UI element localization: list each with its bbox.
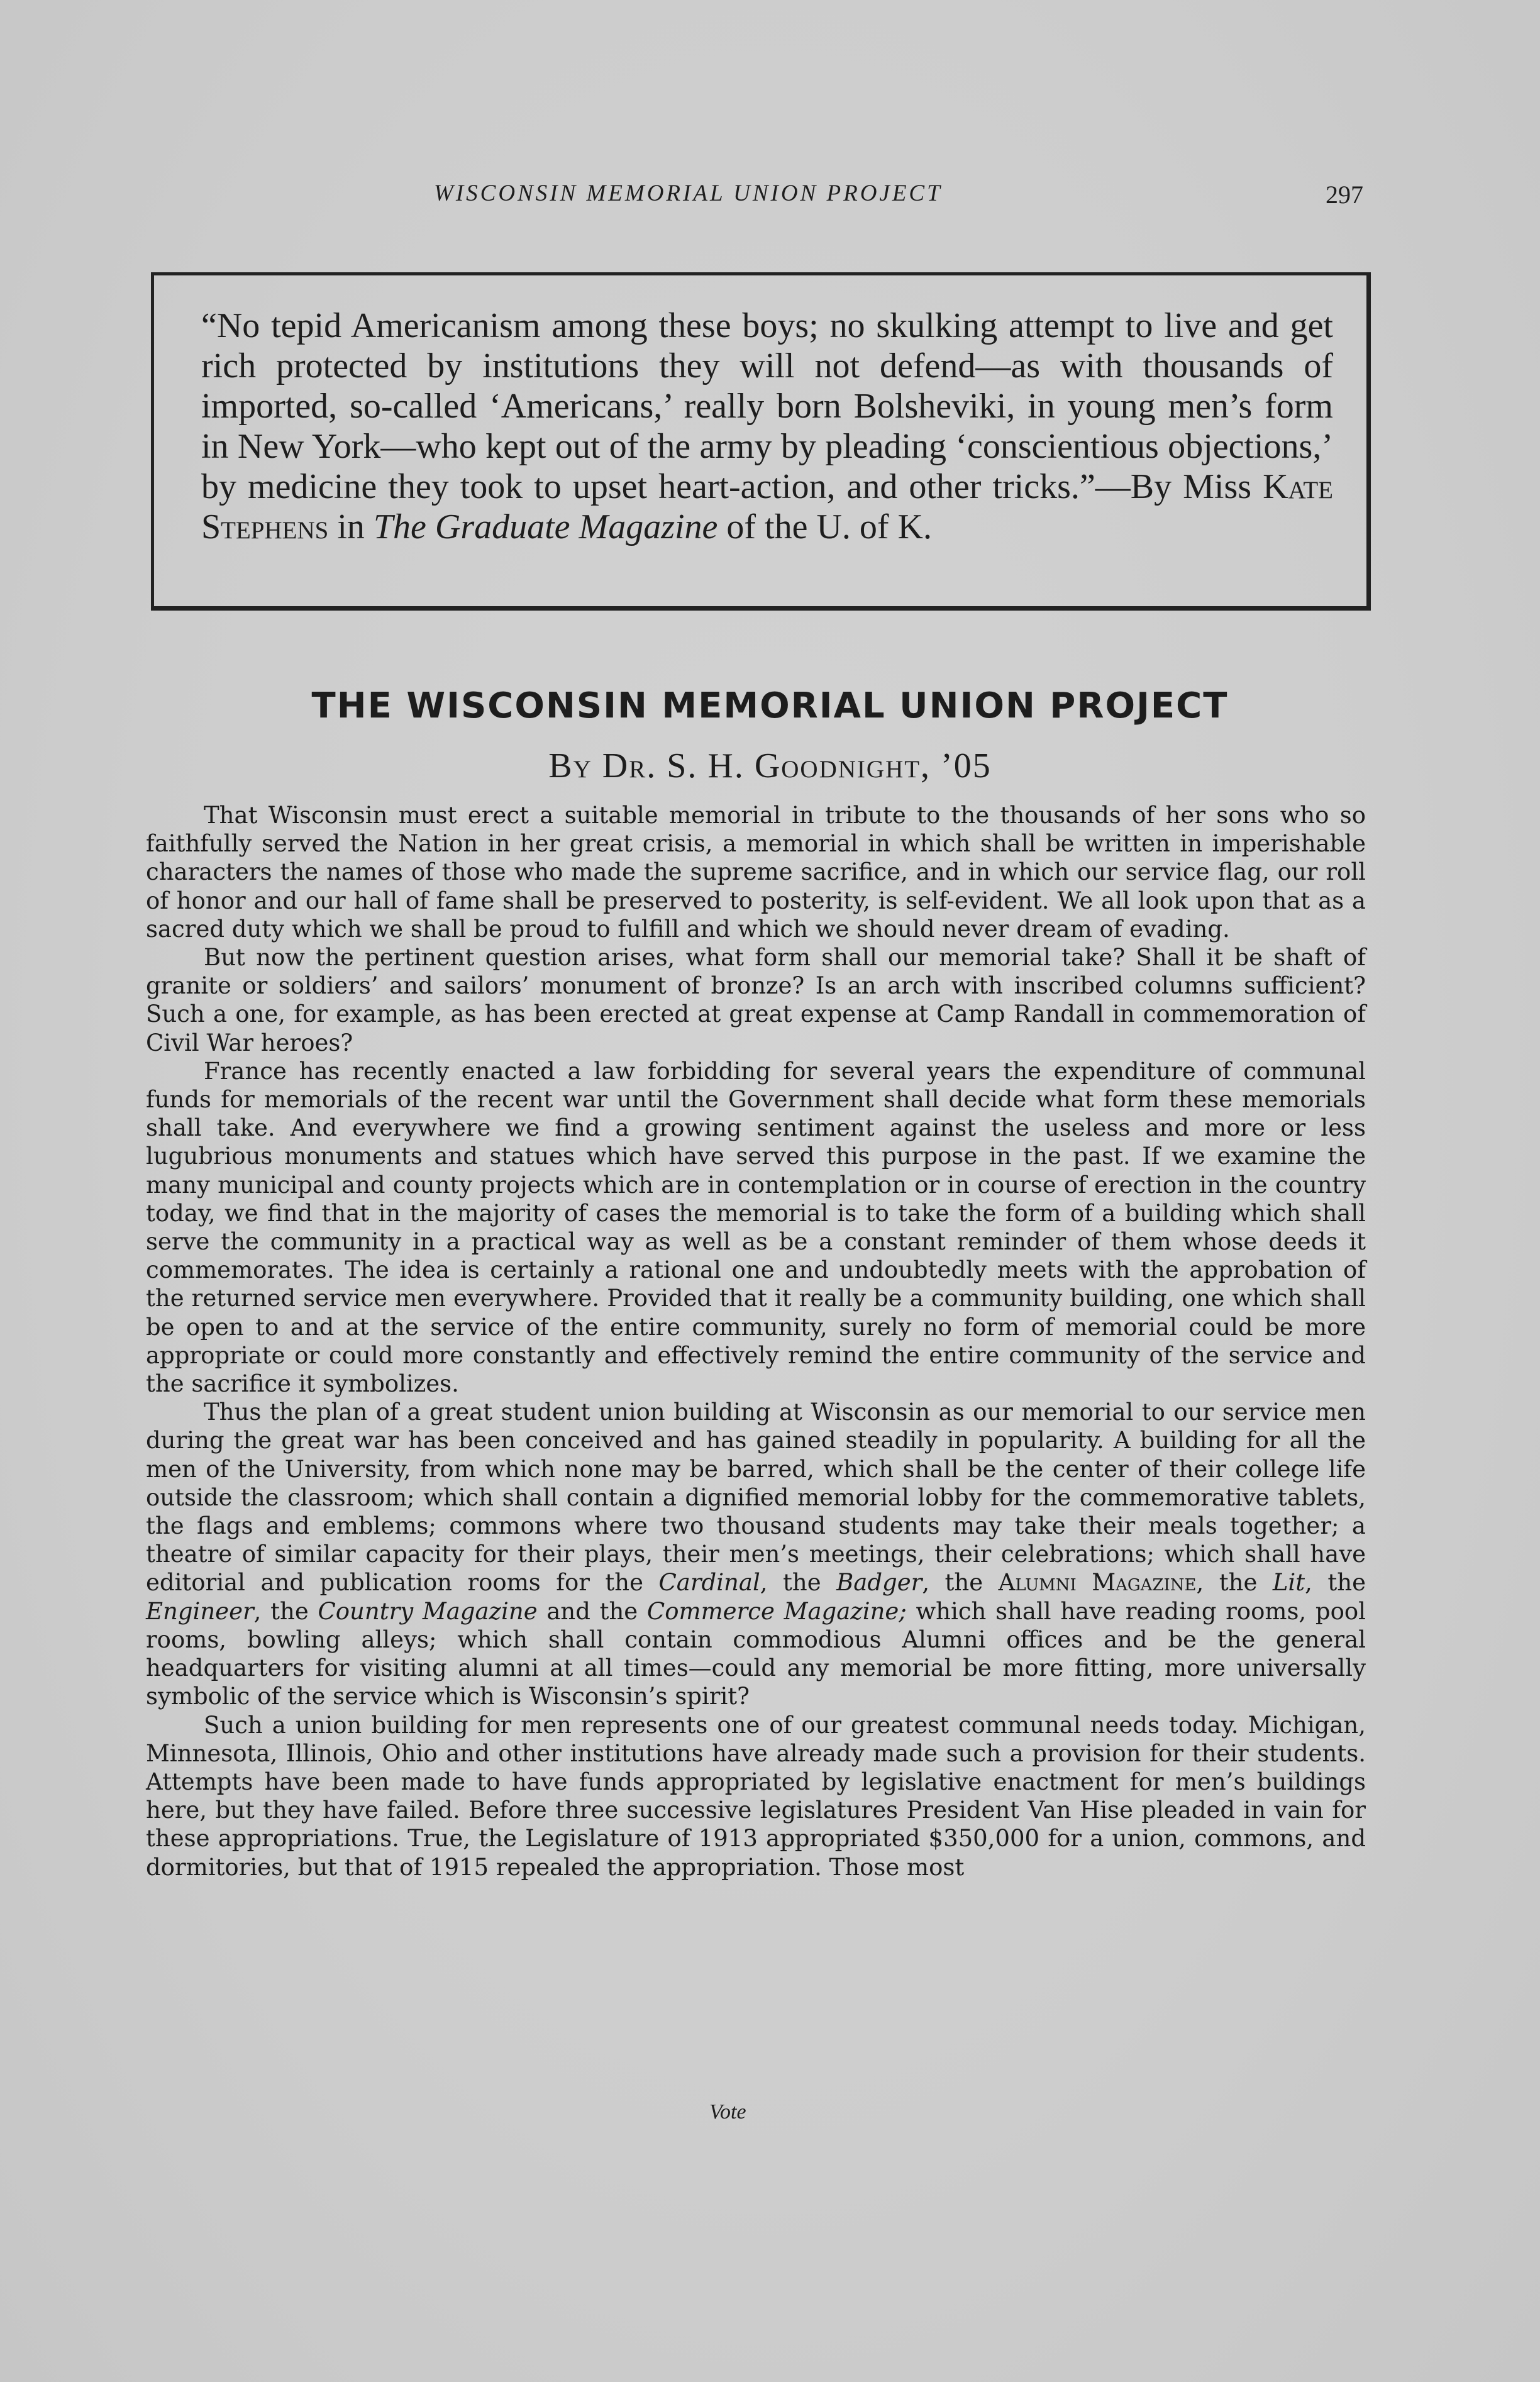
publication-lit: Lit [1272, 1569, 1305, 1597]
publication-alumni-magazine: Alumni Magazine [998, 1569, 1197, 1597]
quote-text [201, 306, 1333, 547]
paragraph-text: Thus the plan of a great student union building at Wisconsin as our memorial to our service men during the great war has been conceived and has gained steadily in popularity. A building for all the men of the University, from which none may be barred, which shall be the center of their college life outside the classroom; which shall contain a dignified memorial lobby for the commemorative tablets, the flags and emblems; commons where two thousand students may take their meals together; a theatre of similar capacity for their plays, their men’s meetings, their celebrations; which shall have editorial and publication rooms for the [146, 1399, 1366, 1597]
paragraph: That Wisconsin must erect a suitable memorial in tribute to the thousands of her sons who so faithfully served the Nation in her great crisis, a memorial in which shall be written in imperishable characters the names of those who made the supreme sacrifice, and in which our service flag, our roll of honor and our hall of fame shall be preserved to posterity, is self-evident. We all look upon that as a sacred duty which we shall be proud to fulfill and which we should never dream of evading. [146, 802, 1366, 943]
publication-country-magazine: Country Magazine [318, 1597, 538, 1625]
quote-publication: The Graduate Magazine [373, 507, 718, 546]
running-head: WISCONSIN MEMORIAL UNION PROJECT [434, 180, 943, 206]
publication-cardinal: Cardinal [658, 1569, 760, 1597]
paragraph [146, 1398, 1366, 1710]
separator: , the [1196, 1569, 1273, 1597]
quote-tail: of the U. of K. [717, 507, 932, 546]
separator: , the [253, 1597, 318, 1625]
separator: and the [537, 1597, 647, 1625]
paragraph: Such a union building for men represents one of our greatest communal needs today. Michigan, Minnesota, Illinois, Ohio and other institutions have already made such a provision for their students. Attempts have been made to have funds appropriated by legislative enactment for men’s buildings here, but they have failed. Before three successive legislatures President Van Hise pleaded in vain for these appropriations. True, the Legislature of 1913 appropriated $350,000 for a union, commons, and dormitories, but that of 1915 repealed the appropriation. Those most [146, 1711, 1366, 1881]
separator: , the [1305, 1569, 1366, 1597]
paragraph: But now the pertinent question arises, what form shall our memorial take? Shall it be shaft of granite or soldiers’ and sailors’ monument of bronze? Is an arch with inscribed columns sufficient? Such a one, for example, as has been erected at great expense at Camp Randall in commemoration of Civil War heroes? [146, 944, 1366, 1056]
publication-commerce-magazine: Commerce Magazine; [646, 1597, 907, 1625]
footer-catchword: Vote [709, 2100, 746, 2124]
quote-body: “No tepid Americanism among these boys; no skulking attempt to live and get rich protected by institutions they will not defend—as with thousands of imported, so-called ‘Americans,’ really born Bolsheviki, in young men’s form in New York—who kept out of the army by pleading ‘conscientious objections,’ by medicine they took to upset heart-action, and other tricks.”—By Miss [201, 306, 1333, 506]
paragraph-text: which shall have reading rooms, pool rooms, bowling alleys; which shall contain commodious Alumni offices and be the general headquarters for visiting alumni at all times—could any memorial be more fitting, more universally symbolic of the service which is Wisconsin’s spirit? [146, 1597, 1366, 1710]
quote-connector: in [328, 507, 374, 546]
paragraph: France has recently enacted a law forbidding for several years the expenditure of communal funds for memorials of the recent war until the Government shall decide what form these memorials shall take. And everywhere we find a growing sentiment against the useless and more or less lugubrious monuments and statues which have served this purpose in the past. If we examine the many municipal and county projects which are in contemplation or in course of erection in the country today, we find that in the majority of cases the memorial is to take the form of a building which shall serve the community in a practical way as well as be a constant reminder of them whose deeds it commemorates. The idea is certainly a rational one and undoubtedly meets with the approbation of the returned service men everywhere. Provided that it really be a community building, one which shall be open to and at the service of the entire community, surely no form of memorial could be more appropriate or could more constantly and effectively remind the entire community of the service and the sacrifice it symbolizes. [146, 1057, 1366, 1398]
separator: , the [760, 1569, 837, 1597]
article-byline: By Dr. S. H. Goodnight, ’05 [548, 746, 992, 785]
quote-author: Kate Stephens [201, 467, 1333, 546]
quote-box [151, 272, 1371, 611]
publication-badger: Badger [836, 1569, 922, 1597]
separator: , the [922, 1569, 999, 1597]
article-title: THE WISCONSIN MEMORIAL UNION PROJECT [311, 685, 1229, 726]
page-number: 297 [1326, 180, 1363, 209]
publication-engineer: Engineer [146, 1597, 254, 1625]
article-body [146, 801, 1366, 1881]
